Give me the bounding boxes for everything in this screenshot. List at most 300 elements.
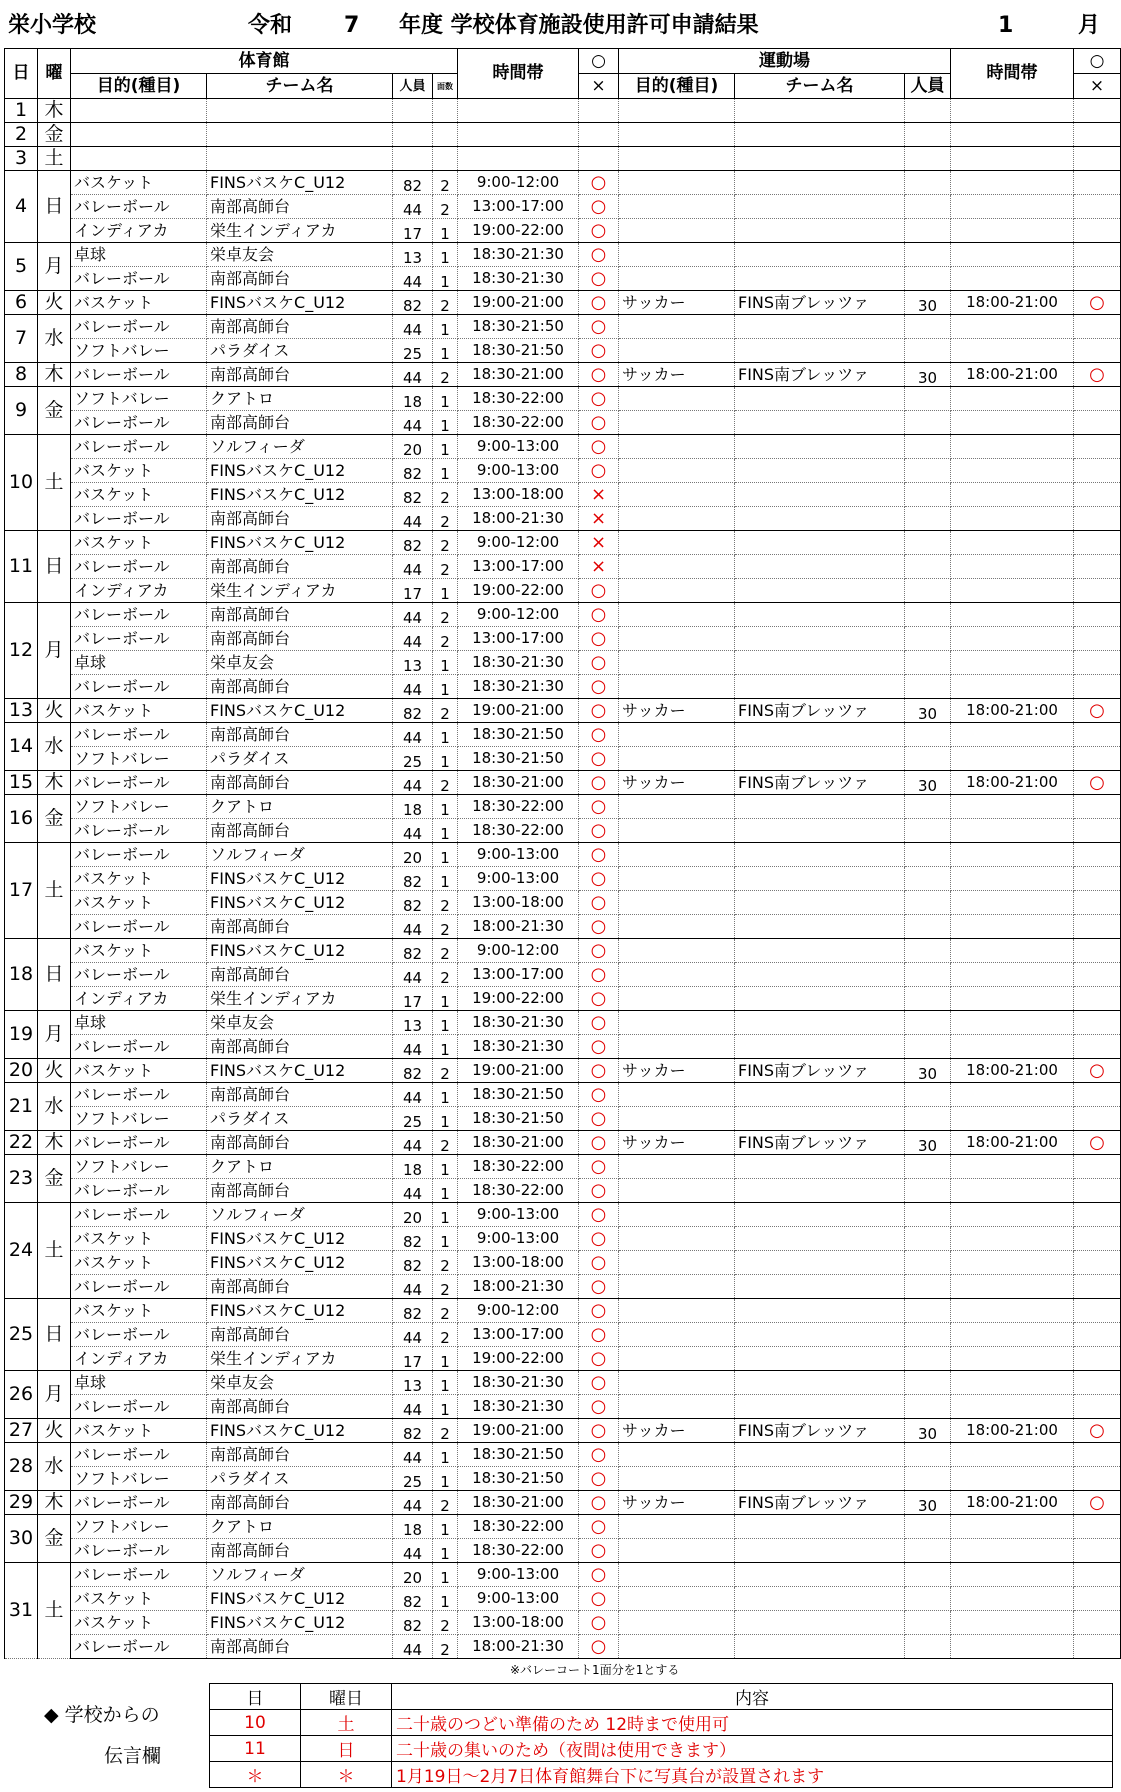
gym-result: ○ <box>579 843 619 867</box>
schedule-row <box>5 339 1121 363</box>
schedule-row <box>5 1371 1121 1395</box>
gym-time: 19:00-21:00 <box>458 699 579 723</box>
message-label-line2: 伝言欄 <box>104 1745 162 1767</box>
ground-purpose <box>619 651 735 675</box>
ground-result <box>1074 723 1121 747</box>
gym-team: 南部高師台 <box>207 1539 393 1563</box>
ground-result <box>1074 1299 1121 1323</box>
ground-time <box>951 1251 1074 1275</box>
gym-courts: 1 <box>433 1515 458 1539</box>
schedule-row <box>5 459 1121 483</box>
ground-time <box>951 387 1074 411</box>
gym-time: 18:30-21:50 <box>458 315 579 339</box>
ground-team <box>735 195 905 219</box>
gym-people: 44 <box>393 195 433 219</box>
gym-result: ○ <box>579 795 619 819</box>
ground-team: FINS南ブレッツァ <box>735 699 905 723</box>
day-cell: 5 <box>5 243 38 291</box>
ground-time <box>951 1299 1074 1323</box>
gym-result: ○ <box>579 939 619 963</box>
gym-result: ○ <box>579 627 619 651</box>
gym-team: FINSバスケC_U12 <box>207 939 393 963</box>
gym-team: FINSバスケC_U12 <box>207 459 393 483</box>
ground-purpose: サッカー <box>619 291 735 315</box>
ground-people <box>905 891 951 915</box>
gym-people: 44 <box>393 1323 433 1347</box>
gym-people: 18 <box>393 795 433 819</box>
gym-people: 44 <box>393 411 433 435</box>
gym-people <box>393 147 433 171</box>
schedule-row <box>5 1107 1121 1131</box>
gym-time: 18:30-21:50 <box>458 1083 579 1107</box>
header-gym-ok-bottom: × <box>579 74 619 99</box>
ground-time <box>951 1083 1074 1107</box>
ground-purpose <box>619 1011 735 1035</box>
ground-team <box>735 243 905 267</box>
gym-team: パラダイス <box>207 1467 393 1491</box>
gym-purpose: バレーボール <box>71 771 207 795</box>
ground-result <box>1074 747 1121 771</box>
weekday-cell: 火 <box>38 1419 71 1443</box>
gym-people: 17 <box>393 987 433 1011</box>
ground-result <box>1074 963 1121 987</box>
ground-time <box>951 267 1074 291</box>
gym-result: ○ <box>579 651 619 675</box>
schedule-row <box>5 1251 1121 1275</box>
gym-team: 南部高師台 <box>207 675 393 699</box>
gym-result: ○ <box>579 411 619 435</box>
ground-result <box>1074 411 1121 435</box>
header-ground: 運動場 <box>619 49 951 74</box>
ground-people <box>905 1035 951 1059</box>
ground-result <box>1074 915 1121 939</box>
ground-team <box>735 555 905 579</box>
gym-people: 44 <box>393 723 433 747</box>
gym-time: 18:30-21:30 <box>458 1035 579 1059</box>
gym-time: 18:30-21:50 <box>458 1443 579 1467</box>
ground-purpose: サッカー <box>619 1059 735 1083</box>
ground-people <box>905 171 951 195</box>
ground-team <box>735 579 905 603</box>
day-cell: 17 <box>5 843 38 939</box>
ground-result <box>1074 891 1121 915</box>
ground-purpose <box>619 99 735 123</box>
gym-result: ○ <box>579 195 619 219</box>
ground-people: 30 <box>905 1491 951 1515</box>
ground-purpose <box>619 1179 735 1203</box>
gym-people: 44 <box>393 819 433 843</box>
gym-courts: 1 <box>433 1563 458 1587</box>
ground-team <box>735 1083 905 1107</box>
gym-people: 82 <box>393 1251 433 1275</box>
gym-result: ○ <box>579 1539 619 1563</box>
gym-team: FINSバスケC_U12 <box>207 1251 393 1275</box>
schedule-row <box>5 1539 1121 1563</box>
ground-team <box>735 1275 905 1299</box>
schedule-row <box>5 219 1121 243</box>
ground-people: 30 <box>905 1059 951 1083</box>
weekday-cell: 火 <box>38 291 71 315</box>
header-gym: 体育館 <box>71 49 458 74</box>
ground-purpose <box>619 1083 735 1107</box>
gym-team: FINSバスケC_U12 <box>207 291 393 315</box>
ground-purpose <box>619 891 735 915</box>
gym-people: 82 <box>393 1299 433 1323</box>
gym-people: 44 <box>393 1275 433 1299</box>
gym-team: 南部高師台 <box>207 771 393 795</box>
ground-team <box>735 627 905 651</box>
ground-purpose <box>619 1155 735 1179</box>
ground-result <box>1074 1467 1121 1491</box>
gym-team: FINSバスケC_U12 <box>207 699 393 723</box>
weekday-cell: 木 <box>38 1491 71 1515</box>
schedule-row <box>5 891 1121 915</box>
gym-purpose: バレーボール <box>71 1539 207 1563</box>
ground-people: 30 <box>905 291 951 315</box>
gym-result: ○ <box>579 987 619 1011</box>
gym-courts: 2 <box>433 195 458 219</box>
gym-result: ○ <box>579 267 619 291</box>
day-cell: 29 <box>5 1491 38 1515</box>
gym-courts: 2 <box>433 1611 458 1635</box>
ground-purpose <box>619 387 735 411</box>
ground-purpose <box>619 195 735 219</box>
header-ground-ok-bottom: × <box>1074 74 1121 99</box>
gym-team: 南部高師台 <box>207 1443 393 1467</box>
gym-people: 44 <box>393 1035 433 1059</box>
header-day: 日 <box>5 49 38 99</box>
gym-time: 9:00-13:00 <box>458 1203 579 1227</box>
gym-courts: 1 <box>433 987 458 1011</box>
gym-people: 44 <box>393 1083 433 1107</box>
ground-time <box>951 99 1074 123</box>
ground-result <box>1074 1611 1121 1635</box>
gym-result: ○ <box>579 435 619 459</box>
ground-purpose <box>619 1515 735 1539</box>
ground-time: 18:00-21:00 <box>951 291 1074 315</box>
ground-people <box>905 195 951 219</box>
gym-people: 25 <box>393 1467 433 1491</box>
gym-result: × <box>579 483 619 507</box>
gym-time: 19:00-22:00 <box>458 579 579 603</box>
schedule-row <box>5 1275 1121 1299</box>
ground-people <box>905 1563 951 1587</box>
gym-people: 82 <box>393 171 433 195</box>
gym-time: 9:00-13:00 <box>458 867 579 891</box>
ground-result: ○ <box>1074 291 1121 315</box>
message-text: 二十歳のつどい準備のため 12時まで使用可 <box>392 1710 1113 1736</box>
weekday-cell: 日 <box>38 939 71 1011</box>
ground-time <box>951 1395 1074 1419</box>
gym-team: FINSバスケC_U12 <box>207 171 393 195</box>
gym-purpose: バレーボール <box>71 1179 207 1203</box>
gym-courts <box>433 99 458 123</box>
gym-purpose <box>71 147 207 171</box>
schedule-row <box>5 1011 1121 1035</box>
schedule-row <box>5 1035 1121 1059</box>
ground-team <box>735 867 905 891</box>
ground-people <box>905 339 951 363</box>
gym-courts: 2 <box>433 1251 458 1275</box>
schedule-row <box>5 1131 1121 1155</box>
ground-time <box>951 1563 1074 1587</box>
ground-time <box>951 483 1074 507</box>
gym-purpose: バスケット <box>71 867 207 891</box>
ground-result <box>1074 171 1121 195</box>
gym-time: 9:00-13:00 <box>458 843 579 867</box>
gym-purpose: 卓球 <box>71 1371 207 1395</box>
message-label-line1: ◆ 学校からの <box>44 1704 160 1726</box>
ground-team <box>735 1107 905 1131</box>
gym-time: 18:30-21:50 <box>458 1107 579 1131</box>
gym-purpose: ソフトバレー <box>71 339 207 363</box>
gym-team: 南部高師台 <box>207 1395 393 1419</box>
month-number: 1 <box>998 13 1014 38</box>
gym-people: 13 <box>393 651 433 675</box>
weekday-cell: 月 <box>38 1371 71 1419</box>
gym-people: 82 <box>393 531 433 555</box>
ground-time <box>951 1587 1074 1611</box>
gym-courts: 2 <box>433 963 458 987</box>
gym-purpose: ソフトバレー <box>71 1515 207 1539</box>
schedule-row <box>5 1515 1121 1539</box>
ground-time <box>951 915 1074 939</box>
ground-team <box>735 1203 905 1227</box>
weekday-cell: 日 <box>38 531 71 603</box>
gym-result: ○ <box>579 363 619 387</box>
ground-time <box>951 843 1074 867</box>
ground-people: 30 <box>905 363 951 387</box>
day-cell: 23 <box>5 1155 38 1203</box>
gym-people: 44 <box>393 771 433 795</box>
schedule-row <box>5 987 1121 1011</box>
ground-result <box>1074 1251 1121 1275</box>
gym-courts: 2 <box>433 291 458 315</box>
ground-team <box>735 915 905 939</box>
gym-people: 18 <box>393 1155 433 1179</box>
gym-courts: 2 <box>433 771 458 795</box>
gym-people: 44 <box>393 915 433 939</box>
schedule-row <box>5 1179 1121 1203</box>
message-row <box>210 1762 1113 1788</box>
schedule-row <box>5 531 1121 555</box>
gym-result: ○ <box>579 1035 619 1059</box>
ground-result: ○ <box>1074 363 1121 387</box>
ground-result <box>1074 1635 1121 1659</box>
schedule-row <box>5 1323 1121 1347</box>
gym-time: 13:00-18:00 <box>458 1251 579 1275</box>
ground-people <box>905 483 951 507</box>
gym-purpose: バレーボール <box>71 963 207 987</box>
gym-time: 18:30-21:00 <box>458 363 579 387</box>
ground-purpose <box>619 219 735 243</box>
gym-team: 南部高師台 <box>207 1491 393 1515</box>
schedule-row <box>5 507 1121 531</box>
ground-time <box>951 459 1074 483</box>
ground-time <box>951 411 1074 435</box>
ground-people <box>905 123 951 147</box>
ground-people <box>905 651 951 675</box>
day-cell: 4 <box>5 171 38 243</box>
gym-purpose: 卓球 <box>71 651 207 675</box>
gym-team: FINSバスケC_U12 <box>207 891 393 915</box>
gym-purpose: インディアカ <box>71 579 207 603</box>
gym-courts: 2 <box>433 1275 458 1299</box>
ground-result <box>1074 123 1121 147</box>
gym-courts: 1 <box>433 747 458 771</box>
gym-team: クアトロ <box>207 1515 393 1539</box>
ground-team <box>735 1179 905 1203</box>
ground-time <box>951 819 1074 843</box>
gym-time: 18:30-21:30 <box>458 243 579 267</box>
ground-result <box>1074 1035 1121 1059</box>
ground-result <box>1074 387 1121 411</box>
schedule-row <box>5 747 1121 771</box>
ground-result <box>1074 1347 1121 1371</box>
ground-time <box>951 723 1074 747</box>
ground-time <box>951 123 1074 147</box>
gym-time: 18:30-21:30 <box>458 267 579 291</box>
ground-result <box>1074 795 1121 819</box>
gym-result: ○ <box>579 1467 619 1491</box>
gym-team: パラダイス <box>207 747 393 771</box>
gym-purpose: バスケット <box>71 1299 207 1323</box>
gym-result: ○ <box>579 1443 619 1467</box>
gym-people: 44 <box>393 1443 433 1467</box>
ground-team: FINS南ブレッツァ <box>735 363 905 387</box>
gym-purpose: バスケット <box>71 1227 207 1251</box>
ground-time <box>951 507 1074 531</box>
day-cell: 14 <box>5 723 38 771</box>
day-cell: 12 <box>5 603 38 699</box>
gym-courts: 1 <box>433 867 458 891</box>
day-cell: 24 <box>5 1203 38 1299</box>
weekday-cell: 木 <box>38 363 71 387</box>
ground-time <box>951 1179 1074 1203</box>
gym-purpose: バレーボール <box>71 363 207 387</box>
gym-people <box>393 99 433 123</box>
ground-team <box>735 1443 905 1467</box>
message-day: 11 <box>210 1736 301 1762</box>
gym-purpose: バレーボール <box>71 411 207 435</box>
ground-result <box>1074 1443 1121 1467</box>
gym-purpose: バレーボール <box>71 1395 207 1419</box>
schedule-row <box>5 1611 1121 1635</box>
ground-team: FINS南ブレッツァ <box>735 1491 905 1515</box>
gym-team: 南部高師台 <box>207 1275 393 1299</box>
gym-people: 82 <box>393 699 433 723</box>
gym-purpose: バレーボール <box>71 267 207 291</box>
ground-purpose <box>619 459 735 483</box>
weekday-cell: 木 <box>38 1131 71 1155</box>
gym-purpose: 卓球 <box>71 243 207 267</box>
ground-team <box>735 987 905 1011</box>
ground-team <box>735 891 905 915</box>
schedule-row <box>5 411 1121 435</box>
gym-team: 栄生インディアカ <box>207 219 393 243</box>
ground-team <box>735 1515 905 1539</box>
day-cell: 21 <box>5 1083 38 1131</box>
schedule-row <box>5 579 1121 603</box>
gym-purpose: バスケット <box>71 291 207 315</box>
gym-result: × <box>579 555 619 579</box>
gym-people: 82 <box>393 1059 433 1083</box>
ground-team <box>735 531 905 555</box>
weekday-cell: 金 <box>38 1515 71 1563</box>
ground-team <box>735 1611 905 1635</box>
gym-time: 9:00-12:00 <box>458 531 579 555</box>
ground-team <box>735 1467 905 1491</box>
schedule-row <box>5 555 1121 579</box>
ground-time <box>951 1227 1074 1251</box>
gym-team: FINSバスケC_U12 <box>207 483 393 507</box>
gym-courts: 1 <box>433 339 458 363</box>
message-row <box>210 1710 1113 1736</box>
ground-result <box>1074 195 1121 219</box>
gym-courts: 1 <box>433 315 458 339</box>
ground-team <box>735 339 905 363</box>
ground-purpose <box>619 243 735 267</box>
ground-people <box>905 1083 951 1107</box>
gym-courts: 2 <box>433 1635 458 1659</box>
gym-purpose: バレーボール <box>71 627 207 651</box>
gym-purpose: ソフトバレー <box>71 1467 207 1491</box>
gym-purpose: ソフトバレー <box>71 747 207 771</box>
schedule-row <box>5 435 1121 459</box>
ground-purpose <box>619 1443 735 1467</box>
gym-people: 20 <box>393 435 433 459</box>
ground-result: ○ <box>1074 699 1121 723</box>
gym-result: ○ <box>579 1563 619 1587</box>
ground-purpose <box>619 435 735 459</box>
ground-team <box>735 411 905 435</box>
day-cell: 7 <box>5 315 38 363</box>
gym-time: 9:00-13:00 <box>458 1227 579 1251</box>
ground-purpose <box>619 987 735 1011</box>
gym-team: 南部高師台 <box>207 315 393 339</box>
ground-people <box>905 627 951 651</box>
school-name: 栄小学校 <box>8 13 97 38</box>
schedule-row <box>5 315 1121 339</box>
ground-time: 18:00-21:00 <box>951 1131 1074 1155</box>
gym-result: ○ <box>579 1275 619 1299</box>
weekday-cell: 金 <box>38 387 71 435</box>
gym-result: ○ <box>579 891 619 915</box>
gym-time: 18:00-21:30 <box>458 915 579 939</box>
ground-time <box>951 1347 1074 1371</box>
ground-purpose <box>619 171 735 195</box>
gym-time: 18:00-21:30 <box>458 1275 579 1299</box>
ground-result <box>1074 627 1121 651</box>
ground-team <box>735 147 905 171</box>
message-table <box>209 1683 1113 1788</box>
schedule-row <box>5 195 1121 219</box>
ground-purpose <box>619 1035 735 1059</box>
ground-people <box>905 1299 951 1323</box>
gym-result: ○ <box>579 339 619 363</box>
gym-courts: 1 <box>433 795 458 819</box>
gym-purpose: バレーボール <box>71 1563 207 1587</box>
gym-result: ○ <box>579 1635 619 1659</box>
ground-purpose <box>619 411 735 435</box>
gym-courts: 1 <box>433 651 458 675</box>
ground-result <box>1074 651 1121 675</box>
ground-time <box>951 867 1074 891</box>
ground-team <box>735 939 905 963</box>
gym-team: FINSバスケC_U12 <box>207 1587 393 1611</box>
ground-people <box>905 1371 951 1395</box>
gym-people: 44 <box>393 507 433 531</box>
